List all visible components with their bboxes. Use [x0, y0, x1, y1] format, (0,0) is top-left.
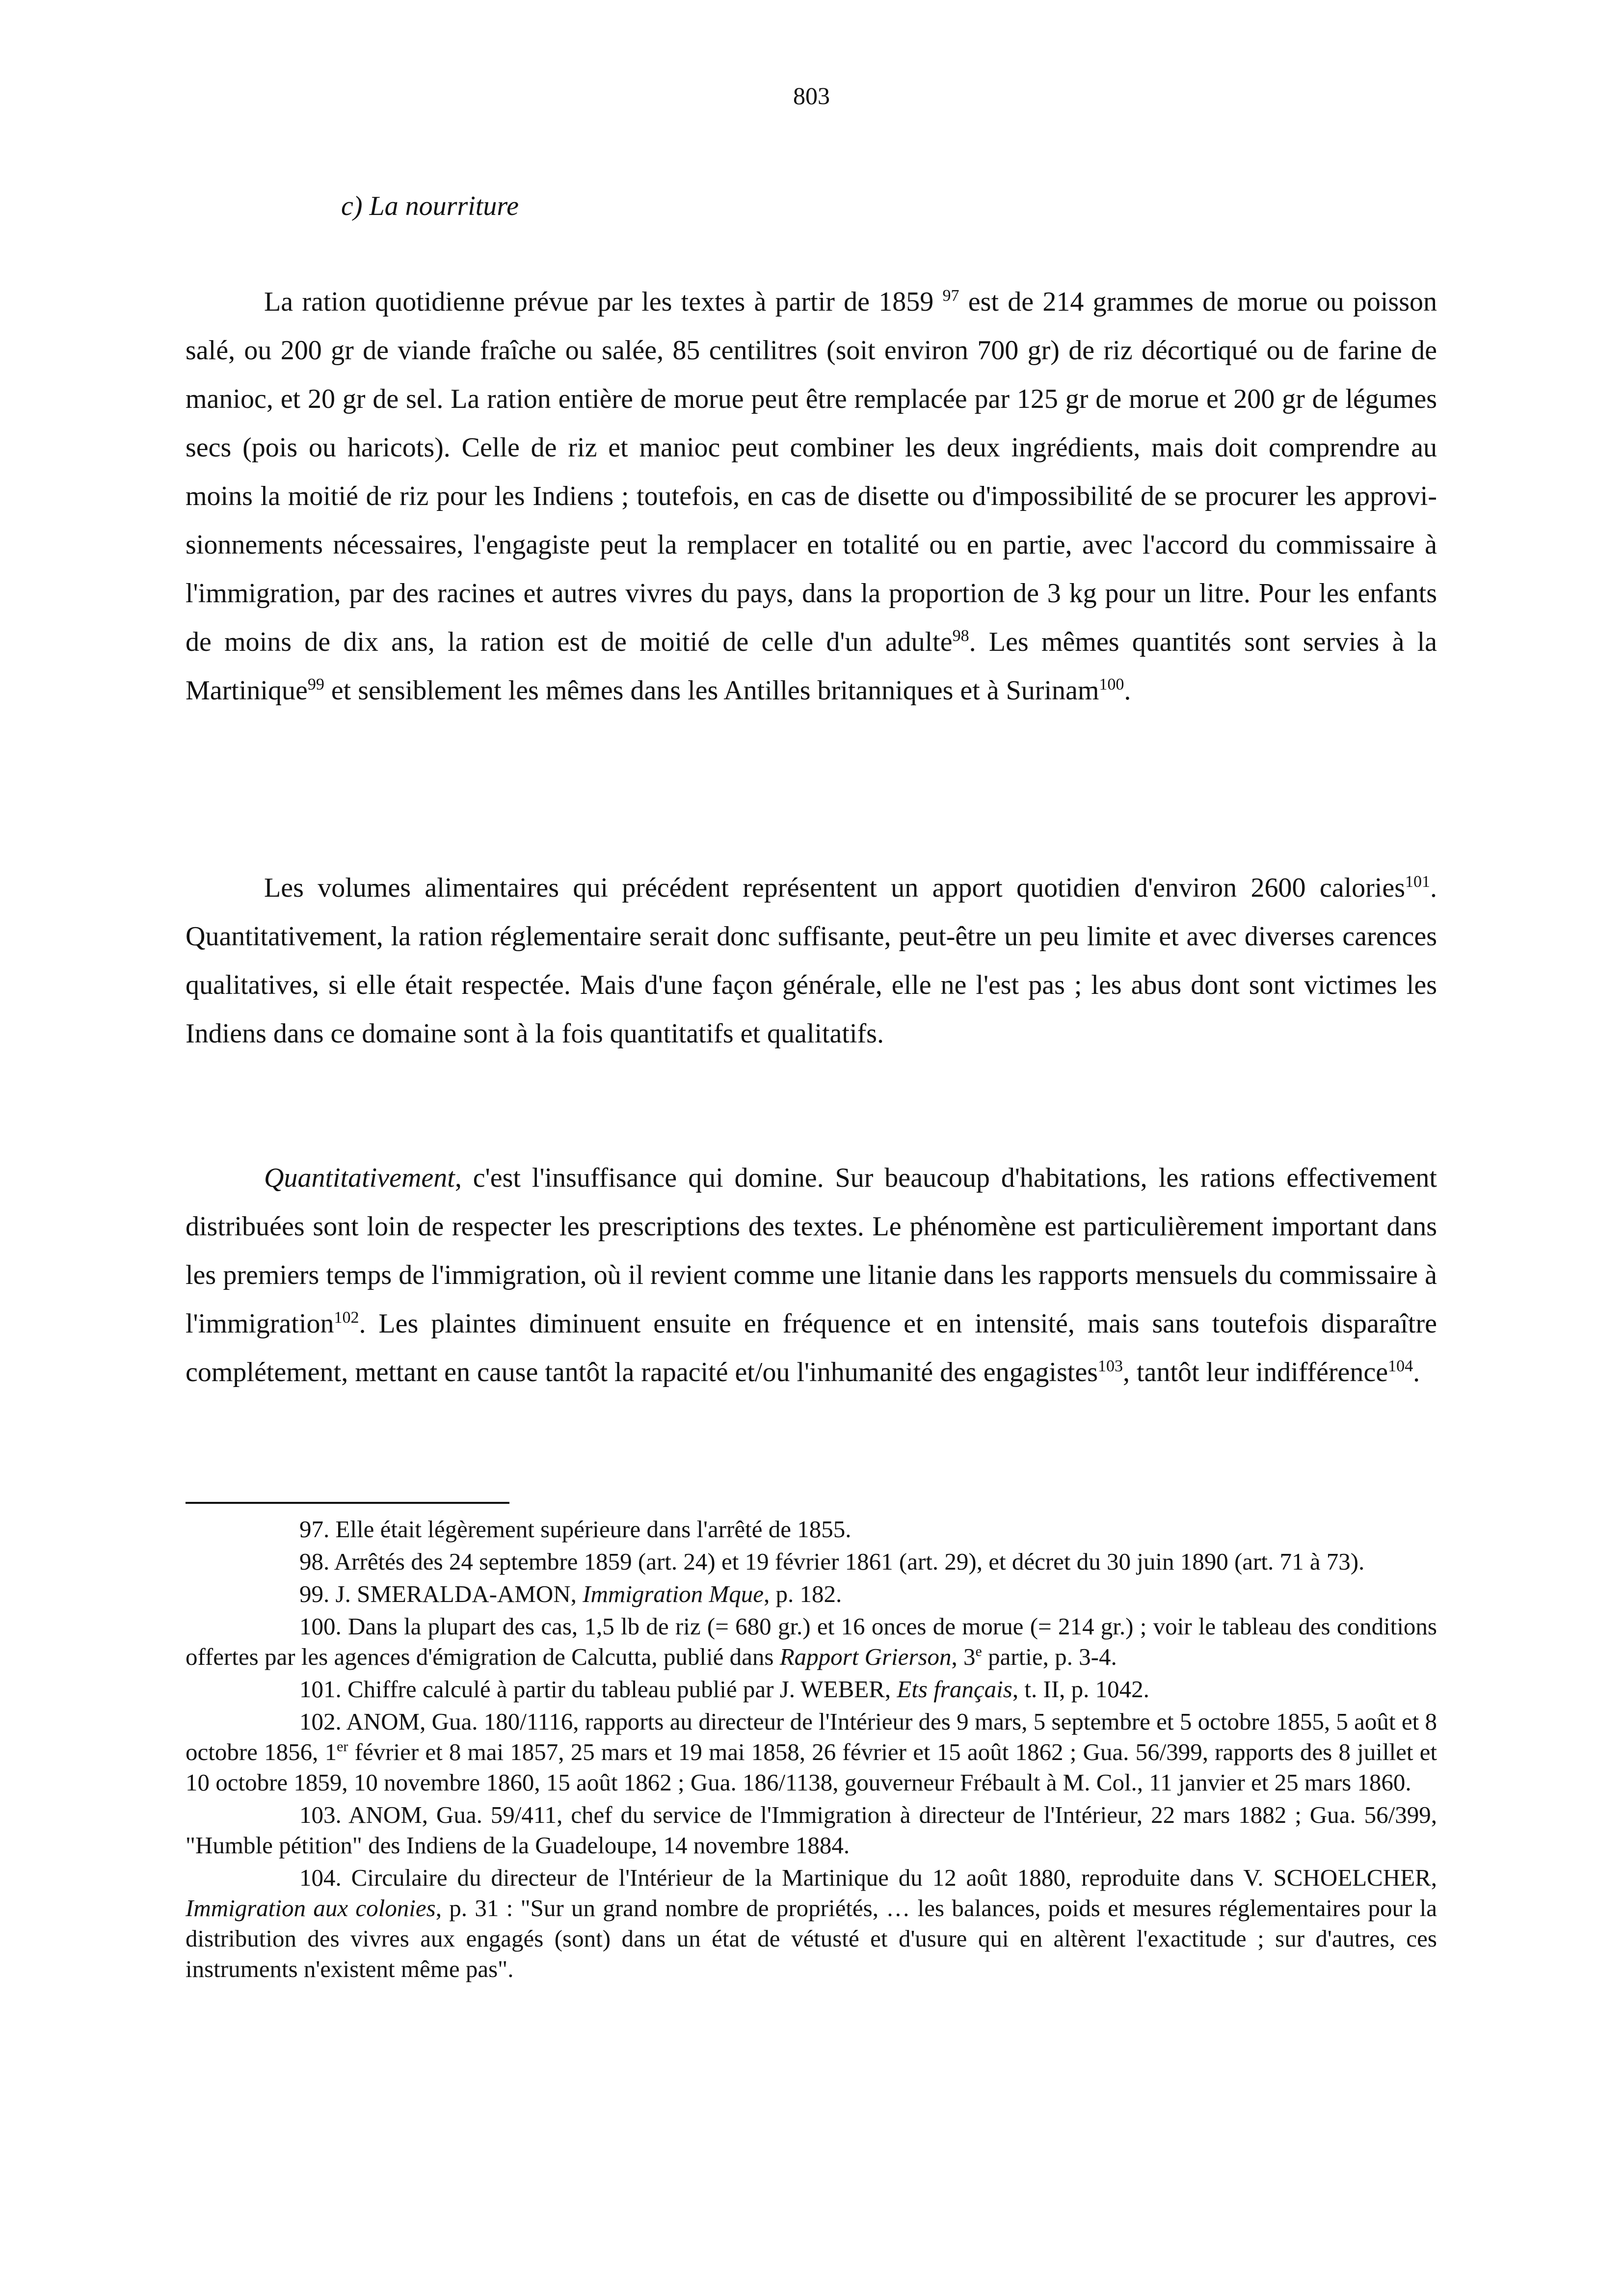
footnote-98: 98. Arrêtés des 24 septembre 1859 (art. 24) et 19 février 1861 (art. 29), et décret du 30 juin 1890 (art. 71 à 73).: [299, 1548, 1365, 1575]
text-run: 100. Dans la plupart des cas, 1,5 lb de riz (= 680 gr.) et 16 onces de morue (= 214 gr.) ; voir le tableau des conditions offertes par les agences d'émigration de Calcutta, publié dans: [186, 1613, 1437, 1670]
footnote-100: [186, 1611, 1437, 1672]
text-run: 104. Circulaire du directeur de l'Intérieur de la Martinique du 12 août 1880, reproduite dans V. SCHOELCHER,: [299, 1864, 1437, 1891]
text-run: février et 8 mai 1857, 25 mars et 19 mai 1858, 26 février et 15 août 1862 ; Gua. 56/399, rapports des 8 juillet et 10 octobre 1859, 10 novembre 1860, 15 août 1862 ; Gua. 186/1138, gouverneur Frébault à M. Col., 11 janvier et 25 mars 1860.: [186, 1738, 1437, 1796]
text-run: , p. 31 : "Sur un grand nombre de propriétés, … les balances, poids et mesures réglementaires pour la distribution des vivres aux engagés (sont) dans un état de vétusté et d'usure qui en altèrent l'exactitude ; sur d'autres, ces instruments n'existent même pas".: [186, 1895, 1437, 1982]
text-run: , t. II, p. 1042.: [1012, 1676, 1149, 1703]
section-heading: c) La nourriture: [341, 191, 519, 221]
footnote-103: 103. ANOM, Gua. 59/411, chef du service de l'Immigration à directeur de l'Intérieur, 22 mars 1882 ; Gua. 56/399, "Humble pétition" des Indiens de la Guadeloupe, 14 novembre 1884.: [186, 1801, 1437, 1859]
text-run: La ration quotidienne prévue par les textes à partir de 1859: [264, 287, 943, 317]
text-run: 99. J. SMERALDA-AMON,: [299, 1580, 583, 1607]
ordinal-suffix: e: [975, 1643, 982, 1659]
paragraph-calories: [186, 864, 1437, 1058]
footnote-ref-98[interactable]: 98: [952, 627, 969, 645]
citation-title: Ets français: [897, 1676, 1012, 1703]
text-run: est de 214 grammes de morue ou poisson salé, ou 200 gr de viande fraîche ou salée, 85 centilitres (soit environ 700 gr) de riz décortiqué ou de farine de manioc, et 20 gr de sel. La ration entière de morue peut être remplacée par 125 gr de morue et 200 gr de légumes secs (pois ou haricots). Celle de riz et manioc peut combiner les deux ingrédients, mais doit comprendre au moins la moitié de riz pour les Indiens ; toutefois, en cas de disette ou d'impossibilité de se procurer les approvisionnements nécessaires, l'engagiste peut la remplacer en totalité ou en partie, avec l'accord du commissaire à l'immigration, par des racines et autres vivres du pays, dans la proportion de 3 kg pour un litre. Pour les enfants de moins de dix ans, la ration est de moitié de celle d'un adulte: [186, 287, 1437, 657]
footnote-ref-104[interactable]: 104: [1388, 1357, 1413, 1375]
citation-title: Immigration Mque: [583, 1580, 764, 1607]
text-run: , p. 182.: [763, 1580, 842, 1607]
text-run: et sensiblement les mêmes dans les Antilles britanniques et à Surinam: [324, 675, 1099, 706]
text-run: . Les mêmes quantités sont servies à la Martinique: [186, 627, 1437, 706]
citation-title: Rapport Grierson: [779, 1643, 952, 1670]
paragraph-ration: [186, 278, 1437, 715]
text-run: .: [1124, 675, 1131, 706]
footnote-ref-97[interactable]: 97: [942, 287, 959, 305]
footnote-separator: [186, 1502, 509, 1504]
footnote-99: [186, 1579, 1437, 1609]
footnote-ref-100[interactable]: 100: [1099, 675, 1124, 694]
footnote-104: [186, 1863, 1437, 1984]
footnotes: [186, 1514, 1437, 1986]
text-run: Les volumes alimentaires qui précédent représentent un apport quotidien d'environ 2600 calories: [264, 873, 1405, 903]
text-run: , c'est l'insuffisance qui domine. Sur beaucoup d'habitations, les rations effectivement distribuées sont loin de respecter les prescriptions des textes. Le phénomène est particulièrement important dans les premiers temps de l'immigration, où il revient comme une litanie dans les rapports mensuels du commissaire à l'immigration: [186, 1163, 1437, 1339]
text-run: , 3: [951, 1643, 976, 1670]
text-run: . Quantitativement, la ration réglementaire serait donc suffisante, peut-être un peu limite et avec diverses carences qualitatives, si elle était respectée. Mais d'une façon générale, elle ne l'est pas ; les abus dont sont victimes les Indiens dans ce domaine sont à la fois quantitatifs et qualitatifs.: [186, 873, 1437, 1049]
footnote-ref-99[interactable]: 99: [307, 675, 324, 694]
citation-title: Immigration aux colonies: [186, 1895, 436, 1922]
text-run: . Les plaintes diminuent ensuite en fréquence et en intensité, mais sans toutefois disparaître complétement, mettant en cause tantôt la rapacité et/ou l'inhumanité des engagistes: [186, 1308, 1437, 1388]
text-run: .: [1413, 1357, 1420, 1388]
footnote-ref-103[interactable]: 103: [1098, 1357, 1123, 1375]
footnote-102: [186, 1707, 1437, 1798]
footnote-97: 97. Elle était légèrement supérieure dans l'arrêté de 1855.: [299, 1516, 851, 1543]
text-run: , tantôt leur indifférence: [1123, 1357, 1388, 1388]
text-run: 101. Chiffre calculé à partir du tableau publié par J. WEBER,: [299, 1676, 897, 1703]
footnote-101: [186, 1674, 1437, 1705]
footnote-ref-102[interactable]: 102: [334, 1308, 359, 1327]
text-run: partie, p. 3-4.: [982, 1643, 1117, 1670]
emphasis-text: Quantitativement: [264, 1163, 455, 1193]
page-number: 803: [793, 82, 830, 109]
footnote-ref-101[interactable]: 101: [1405, 873, 1430, 891]
paragraph-quantitativement: [186, 1154, 1437, 1397]
ordinal-suffix: er: [337, 1738, 348, 1755]
text-run: 102. ANOM, Gua. 180/1116, rapports au directeur de l'Intérieur des 9 mars, 5 septembre et 5 octobre 1855, 5 août et 8 octobre 1856, 1: [186, 1708, 1437, 1765]
